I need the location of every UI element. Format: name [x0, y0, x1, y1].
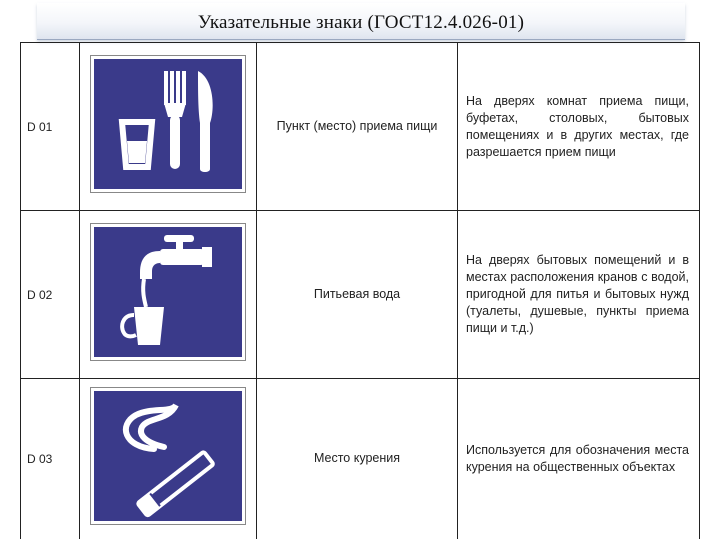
food-point-icon — [91, 56, 245, 192]
sign-code: D 03 — [21, 379, 80, 539]
table-row — [21, 43, 700, 211]
sign-name: Питьевая вода — [257, 211, 458, 379]
sign-description: Используется для обозначения места курения на общественных объектах — [458, 379, 700, 539]
sign-code: D 02 — [21, 211, 80, 379]
sign-name: Место курения — [257, 379, 458, 539]
page-title-bar — [37, 3, 685, 40]
drinking-water-icon — [91, 224, 245, 360]
sign-name: Пункт (место) приема пищи — [257, 43, 458, 211]
smoking-area-icon — [91, 388, 245, 524]
sign-cell — [80, 43, 257, 211]
sign-cell — [80, 211, 257, 379]
table-row — [21, 211, 700, 379]
table-row — [21, 379, 700, 539]
page-title: Указательные знаки (ГОСТ12.4.026-01) — [197, 12, 525, 33]
sign-description: На дверях бытовых помещений и в местах расположения кранов с водой, пригодной для питья и бытовых нужд (туалеты, душевые, пункты приема пищи и т.д.) — [458, 211, 700, 379]
sign-cell — [80, 379, 257, 539]
sign-description: На дверях комнат приема пищи, буфетах, столовых, бытовых помещениях и в других местах, где разрешается прием пищи — [458, 43, 700, 211]
sign-code: D 01 — [21, 43, 80, 211]
signs-table — [20, 42, 700, 539]
